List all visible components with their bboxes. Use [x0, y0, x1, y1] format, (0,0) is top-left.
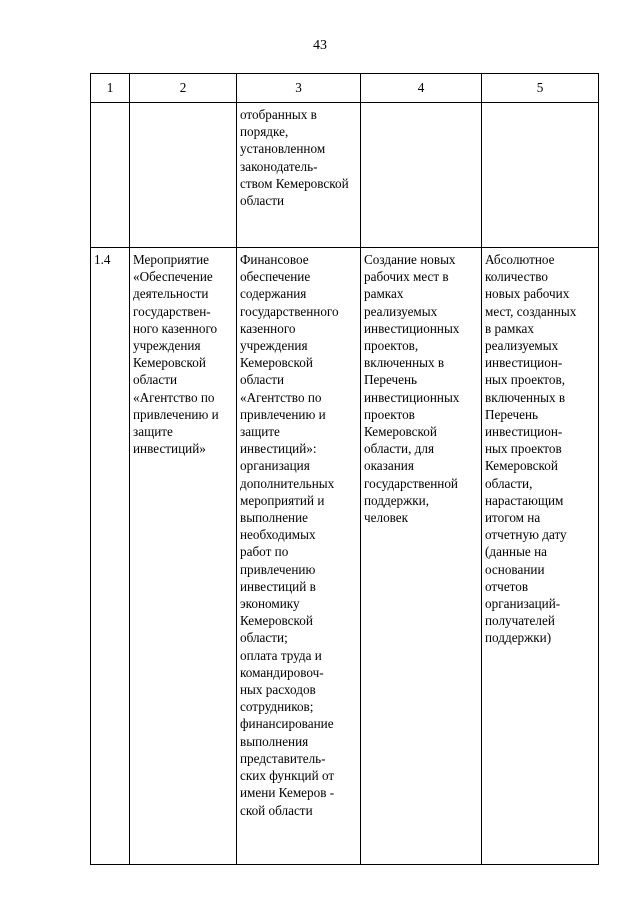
header-cell-1: 1: [91, 74, 130, 103]
row-number-cell: [91, 103, 130, 248]
header-cell-3: 3: [237, 74, 361, 103]
indicator-cell: Создание новых рабочих мест в рамках реализуемых инвестиционных проектов, включенных в Перечень инвестиционных проектов Кемеровской области, для оказания государственной поддержки, человек: [361, 248, 482, 865]
calculation-method-cell: Абсолютное количество новых рабочих мест, созданных в рамках реализуемых инвестицион- ных проектов, включенных в Перечень инвестицион- ных проектов Кемеровской области, нарастающим итогом на отчетную дату (данные на основании отчетов организаций- получателей поддержки): [482, 248, 599, 865]
event-name-cell: [130, 103, 237, 248]
header-cell-4: 4: [361, 74, 482, 103]
row-number-cell: 1.4: [91, 248, 130, 865]
table-row: [91, 103, 599, 248]
header-cell-5: 5: [482, 74, 599, 103]
event-name-cell: Мероприятие «Обеспечение деятельности государствен- ного казенного учреждения Кемеровской области «Агентство по привлечению и защите инвестиций»: [130, 248, 237, 865]
header-cell-2: 2: [130, 74, 237, 103]
event-content-cell: отобранных в порядке, установленном законодатель- ством Кемеровской области: [237, 103, 361, 248]
document-table: [90, 73, 599, 865]
calculation-method-cell: [482, 103, 599, 248]
event-content-cell: Финансовое обеспечение содержания государственного казенного учреждения Кемеровской области «Агентство по привлечению и защите инвестиций»: организация дополнительных мероприятий и выполнение необходимых работ по привлечению инвестиций в экономику Кемеровской области; оплата труда и командировоч- ных расходов сотрудников; финансирование выполнения представитель- ских функций от имени Кемеров - ской области: [237, 248, 361, 865]
table-row: [91, 248, 599, 865]
page-number: 43: [313, 38, 327, 53]
table-header-row: [91, 74, 599, 103]
indicator-cell: [361, 103, 482, 248]
